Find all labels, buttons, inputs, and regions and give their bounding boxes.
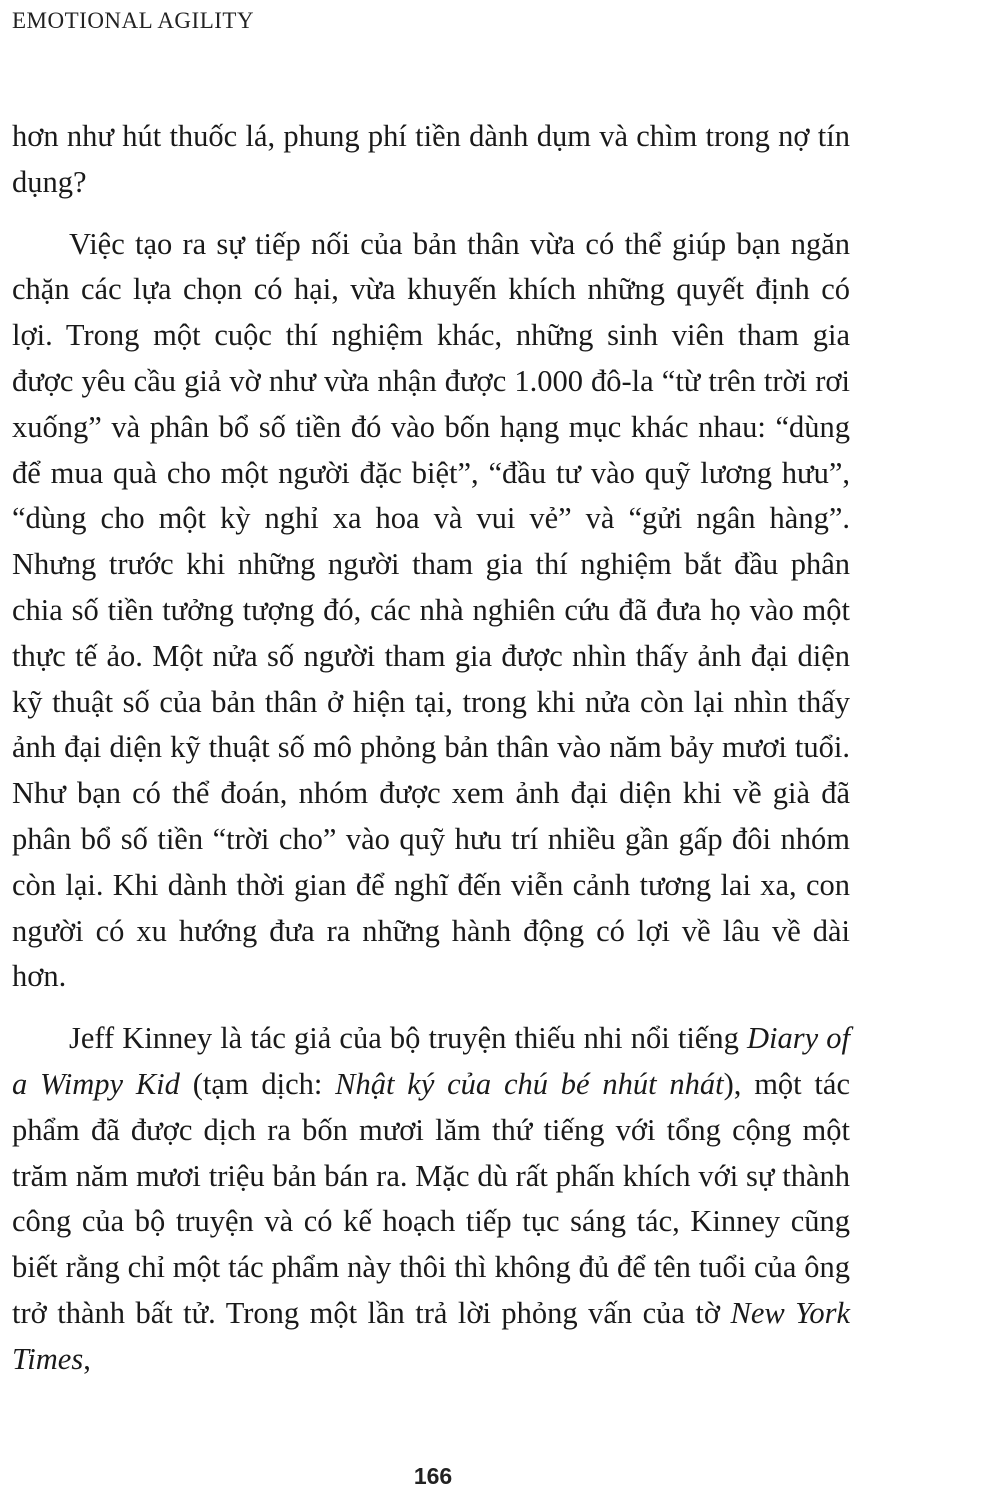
paragraph-kinney <box>12 1016 850 1382</box>
text-segment: (tạm dịch: <box>179 1066 336 1101</box>
newspaper-title: New York Times <box>12 1295 851 1376</box>
book-title-english: Diary of a Wimpy Kid <box>12 1021 850 1101</box>
text-segment: ), một tác phẩm đã được dịch ra bốn mươi lăm thứ tiếng với tổng cộng một trăm năm mươi triệu bản bán ra. Mặc dù rất phấn khích với sự thành công của bộ truyện và có kế hoạch tiếp tục sáng tác, Kinney cũng biết rằng chỉ một tác phẩm này thôi thì không đủ để tên tuổi của ông trở thành bất tử. Trong một lần trả lời phỏng vấn của tờ <box>12 1066 850 1330</box>
page-number: 166 <box>413 1463 453 1489</box>
text-segment: , <box>83 1341 91 1376</box>
text-segment: Jeff Kinney là tác giả của bộ truyện thiếu nhi nổi tiếng <box>69 1021 747 1056</box>
paragraph-experiment: Việc tạo ra sự tiếp nối của bản thân vừa có thể giúp bạn ngăn chặn các lựa chọn có hại, vừa khuyến khích những quyết định có lợi. Trong một cuộc thí nghiệm khác, những sinh viên tham gia được yêu cầu giả vờ như vừa nhận được 1.000 đô-la “từ trên trời rơi xuống” và phân bổ số tiền đó vào bốn hạng mục khác nhau: “dùng để mua quà cho một người đặc biệt”, “đầu tư vào quỹ lương hưu”, “dùng cho một kỳ nghỉ xa hoa và vui vẻ” và “gửi ngân hàng”. Nhưng trước khi những người tham gia thí nghiệm bắt đầu phân chia số tiền tưởng tượng đó, các nhà nghiên cứu đã đưa họ vào một thực tế ảo. Một nửa số người tham gia được nhìn thấy ảnh đại diện kỹ thuật số của bản thân ở hiện tại, trong khi nửa còn lại nhìn thấy ảnh đại diện kỹ thuật số mô phỏng bản thân vào năm bảy mươi tuổi. Như bạn có thể đoán, nhóm được xem ảnh đại diện khi về già đã phân bổ số tiền “trời cho” vào quỹ hưu trí nhiều gần gấp đôi nhóm còn lại. Khi dành thời gian để nghĩ đến viễn cảnh tương lai xa, con người có xu hướng đưa ra những hành động có lợi về lâu về dài hơn. <box>12 226 850 994</box>
paragraph-continuation: hơn như hút thuốc lá, phung phí tiền dành dụm và chìm trong nợ tín dụng? <box>12 119 850 199</box>
running-header: EMOTIONAL AGILITY <box>12 8 255 33</box>
book-title-vietnamese: Nhật ký của chú bé nhút nhát <box>335 1066 724 1101</box>
body-text <box>12 114 850 1383</box>
